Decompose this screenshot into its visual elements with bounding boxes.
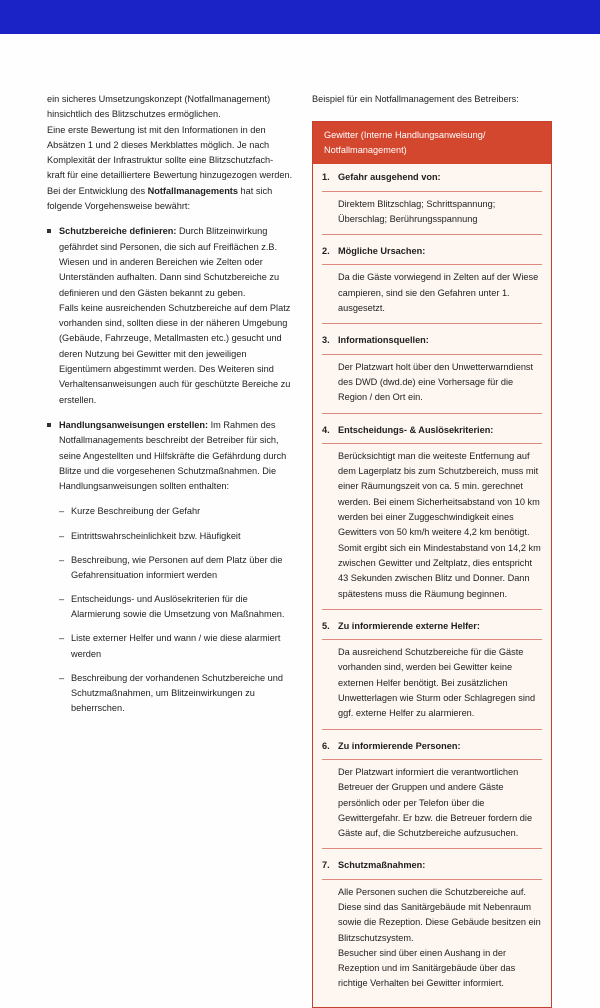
box-item-number: 7. (322, 860, 330, 871)
bullet-square-icon (47, 229, 51, 233)
intro-paragraph: ein sicheres Umsetzungskonzept (Notfallmanagement) hinsichtlich des Blitzschutzes ermöglichen. (47, 94, 271, 120)
box-item-paragraph: Der Platzwart holt über den Unwetterwarndienst des DWD (dwd.de) eine Vorhersage für die Region / den Ort ein. (338, 361, 534, 403)
box-item (322, 423, 542, 610)
divider (322, 413, 542, 414)
box-item-heading (322, 170, 542, 185)
box-item (322, 619, 542, 730)
box-item-title: Mögliche Ursachen: (338, 246, 426, 257)
box-item-paragraph: Besucher sind über einen Aushang in der Rezeption und im Sanitärgebäude über das richtige Verhalten bei Gewitter informiert. (338, 947, 516, 989)
divider (322, 759, 542, 760)
divider (322, 264, 542, 265)
box-item (322, 333, 542, 413)
divider (322, 729, 542, 730)
right-column (312, 92, 552, 1008)
box-item-title: Gefahr ausgehend von: (338, 172, 441, 183)
box-item-heading (322, 739, 542, 754)
box-item-text (322, 765, 542, 841)
box-item-paragraph: Der Platzwart informiert die verantwortlichen Betreuer der Gruppen und andere Gäste persönlich oder per Telefon über die Gewittergefahr. Er bzw. die Betreuer fordern die Gäste auf, die Schutzbereiche aufzusuchen. (338, 766, 533, 839)
left-column (47, 92, 293, 725)
assessment-paragraph: Eine erste Bewertung ist mit den Informationen in den Absätzen 1 und 2 dieses Merkblattes möglich. Je nach Komplexität der Infrastruktur sollte eine Blitzschutzfach- kraft für eine detailliertere Bewertung hinzugezogen werden. (47, 124, 293, 181)
box-item-number: 5. (322, 620, 330, 631)
box-item-title: Entscheidungs- & Auslösekriterien: (338, 424, 494, 435)
box-item-text (322, 885, 542, 992)
divider (322, 609, 542, 610)
box-item-paragraph: Alle Personen suchen die Schutzbereiche auf. Diese sind das Sanitärgebäude mit Nebenraum sowie die Rezeption. Diese Gebäude besitzen ein Blitzschutzsystem. (338, 886, 541, 943)
box-item-number: 4. (322, 424, 330, 435)
box-item-title: Schutzmaßnahmen: (338, 860, 426, 871)
box-item-paragraph: Direktem Blitzschlag; Schrittspannung; Überschlag; Berührungsspannung (338, 198, 496, 224)
box-item-number: 1. (322, 172, 330, 183)
box-item-title: Informationsquellen: (338, 335, 429, 346)
box-item-title: Zu informierende Personen: (338, 740, 461, 751)
bullet-schutzbereiche: Schutzbereiche definieren: Durch Blitzeinwirkung gefährdet sind Personen, die sich auf Freiflächen z.B. Wiesen und in anderen Bereichen wie Zelten oder Unterständen aufhalten. Dann sind Schutzbereiche zu definieren und den Gästen bekannt zu geben. Falls keine ausreichenden Schutzbereiche auf dem Platz vorhanden sind, sollten diese in der näheren Umgebung (Gebäude, Fahrzeuge, Metallmasten etc.) gesucht und deren Nutzung bei Gewitter mit den jeweiligen Eigentümern abgestimmt werden. Des Weiteren sind Verhaltensanweisungen auch für geschützte Bereiche zu erstellen. (47, 224, 293, 408)
box-body (313, 164, 551, 1006)
top-color-bar (0, 0, 600, 34)
box-item-number: 3. (322, 335, 330, 346)
box-item (322, 170, 542, 235)
divider (322, 443, 542, 444)
list-item: – Eintrittswahrscheinlichkeit bzw. Häufigkeit (59, 530, 241, 541)
box-item-heading (322, 858, 542, 873)
contents-list (47, 504, 293, 716)
box-title: Gewitter (Interne Handlungsanweisung/ Notfallmanagement) (313, 122, 551, 164)
divider (322, 354, 542, 355)
divider (322, 639, 542, 640)
divider (322, 848, 542, 849)
divider (322, 879, 542, 880)
list-item: – Kurze Beschreibung der Gefahr (59, 506, 201, 517)
divider (322, 323, 542, 324)
box-item (322, 858, 542, 991)
box-item-heading (322, 244, 542, 259)
box-item-paragraph: Berücksichtigt man die weiteste Entfernung auf dem Lagerplatz bis zum Schutzbereich, muss mit einer Räumungszeit von ca. 5 min. gerechnet werden. Bei einem Sicherheitsabstand von 10 km werden bei einer Zuggeschwindigkeit eines Gewitters von 50 km/h weitere 4,2 km benötigt. Somit ergibt sich ein Mindestabstand von 14,2 km zwischen Gewitter und Zeltplatz, dies entspricht 43 Sekunden zwischen Blitz und Donner. Dann spätestens muss die Räumung beginnen. (338, 450, 541, 599)
box-item-paragraph: Da die Gäste vorwiegend in Zelten auf der Wiese campieren, sind sie den Gefahren unter 1. ausgesetzt. (338, 272, 539, 314)
procedure-paragraph: Bei der Entwicklung des Notfallmanagements hat sich folgende Vorgehensweise bewährt: (47, 185, 273, 212)
box-item-number: 2. (322, 246, 330, 257)
list-item: – Beschreibung der vorhandenen Schutzbereiche und Schutzmaßnahmen, um Blitzeinwirkungen zu beherrschen. (59, 672, 283, 714)
box-item (322, 739, 542, 850)
box-item-heading (322, 619, 542, 634)
emergency-box (312, 121, 552, 1007)
box-item-text (322, 360, 542, 406)
box-item-text (322, 645, 542, 721)
box-item-text (322, 270, 542, 316)
box-item-heading (322, 333, 542, 348)
bullet-square-icon (47, 423, 51, 427)
list-item: – Beschreibung, wie Personen auf dem Platz über die Gefahrensituation informiert werden (59, 554, 283, 580)
box-item (322, 244, 542, 324)
box-item-title: Zu informierende externe Helfer: (338, 620, 480, 631)
list-item: – Liste externer Helfer und wann / wie diese alarmiert werden (59, 633, 281, 659)
box-item-heading (322, 423, 542, 438)
box-item-text (322, 197, 542, 228)
divider (322, 191, 542, 192)
box-item-text (322, 449, 542, 602)
divider (322, 234, 542, 235)
box-item-paragraph: Da ausreichend Schutzbereiche für die Gäste vorhanden sind, werden bei Gewitter keine externen Helfer benötigt. Bei zusätzlichen Unwetterlagen wie Sturm oder Schlagregen sind ggf. externe Helfer zu alarmieren. (338, 647, 536, 719)
list-item: – Entscheidungs- und Auslösekriterien für die Alarmierung sowie die Umsetzung von Maßnahmen. (59, 594, 285, 620)
bullet-handlungsanweisungen: Handlungsanweisungen erstellen: Im Rahmen des Notfallmanagements beschreibt der Betreiber für sich, seine Angestellten und Hilfskräfte die Gefährdung durch Blitze und die vorgesehenen Schutzmaßnahmen. Die Handlungsanweisungen sollten enthalten: (47, 418, 293, 494)
box-item-number: 6. (322, 740, 330, 751)
example-heading: Beispiel für ein Notfallmanagement des Betreibers: (312, 94, 519, 104)
